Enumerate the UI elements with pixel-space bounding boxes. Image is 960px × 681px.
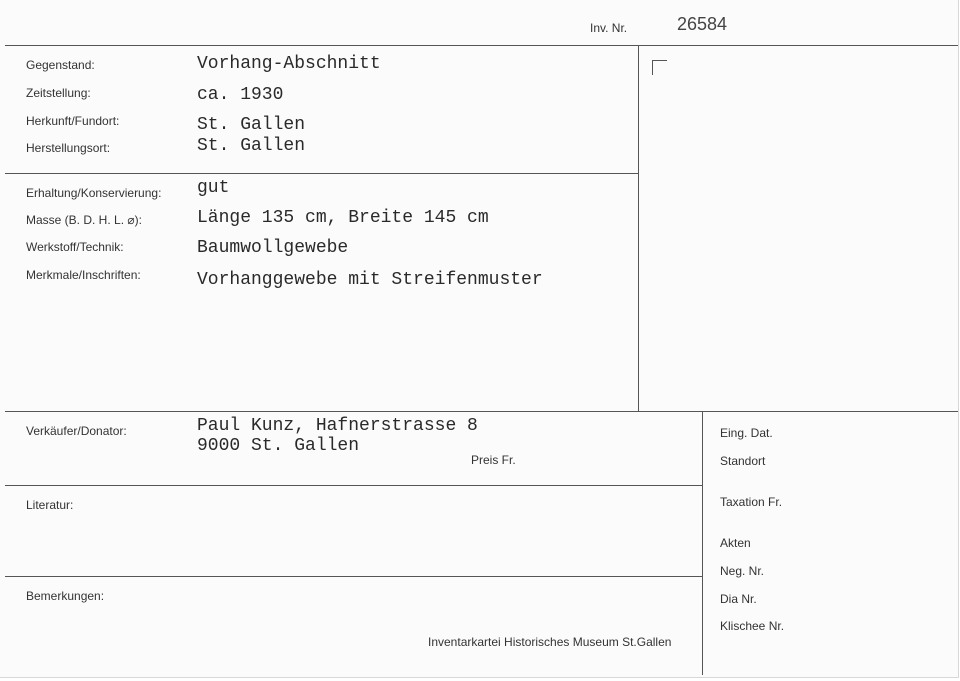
merkmale-value: Vorhanggewebe mit Streifenmuster [197, 270, 543, 290]
section2-divider [5, 411, 958, 412]
herstellungsort-label: Herstellungsort: [26, 141, 111, 155]
taxation-label: Taxation Fr. [720, 495, 783, 509]
verkaeufer-line2: 9000 St. Gallen [197, 436, 360, 456]
herkunft-label: Herkunft/Fundort: [26, 114, 120, 128]
verkaeufer-label: Verkäufer/Donator: [26, 424, 127, 438]
erhaltung-value: gut [197, 178, 230, 198]
eing-dat-label: Eing. Dat. [720, 426, 773, 440]
inv-nr-label: Inv. Nr. [590, 21, 628, 35]
image-area-divider [638, 45, 639, 412]
standort-label: Standort [720, 454, 766, 468]
werkstoff-value: Baumwollgewebe [197, 238, 349, 258]
inv-nr-value: 26584 [677, 14, 728, 34]
werkstoff-label: Werkstoff/Technik: [26, 240, 124, 254]
masse-value: Länge 135 cm, Breite 145 cm [197, 208, 489, 228]
right-column-divider [702, 411, 703, 675]
klischee-nr-label: Klischee Nr. [720, 619, 785, 633]
neg-nr-label: Neg. Nr. [720, 564, 765, 578]
gegenstand-label: Gegenstand: [26, 58, 95, 72]
verkaeufer-line1: Paul Kunz, Hafnerstrasse 8 [197, 416, 478, 436]
preis-label: Preis Fr. [471, 453, 516, 467]
literatur-divider [5, 576, 702, 577]
photo-corner-mark [652, 60, 667, 75]
gegenstand-value: Vorhang-Abschnitt [197, 54, 381, 74]
section3-divider [5, 485, 702, 486]
literatur-label: Literatur: [26, 498, 74, 512]
bemerkungen-label: Bemerkungen: [26, 589, 105, 603]
dia-nr-label: Dia Nr. [720, 592, 757, 606]
zeitstellung-label: Zeitstellung: [26, 86, 91, 100]
herkunft-value: St. Gallen [197, 115, 306, 135]
masse-label: Masse (B. D. H. L. ⌀): [26, 213, 142, 227]
card-footer: Inventarkartei Historisches Museum St.Gallen [428, 635, 672, 649]
zeitstellung-value: ca. 1930 [197, 85, 284, 105]
merkmale-label: Merkmale/Inschriften: [26, 268, 141, 282]
section1-divider [5, 173, 638, 174]
erhaltung-label: Erhaltung/Konservierung: [26, 186, 162, 200]
header-divider [5, 45, 958, 46]
akten-label: Akten [720, 536, 751, 550]
herstellungsort-value: St. Gallen [197, 136, 306, 156]
